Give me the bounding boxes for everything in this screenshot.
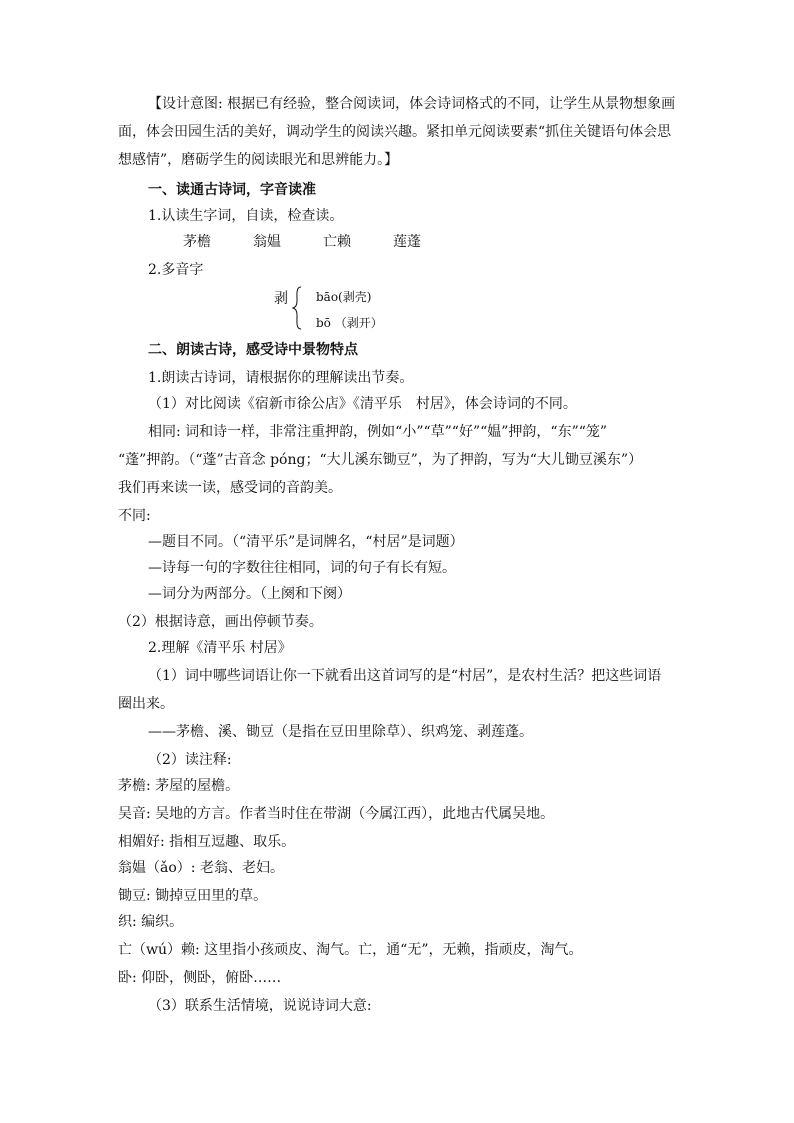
note-item: 翁媪（ǎo）: 老翁、老妇。 (118, 860, 284, 876)
similarity-line-3: 我们再来读一读，感受词的音韵美。 (118, 480, 342, 496)
note-item: 相媚好: 指相互逗趣、取乐。 (118, 834, 296, 850)
vocab-word: 亡赖 (323, 234, 351, 250)
note-item: 织: 编织。 (118, 914, 184, 930)
section-1-heading: 一、读通古诗词，字音读准 (148, 182, 316, 198)
vocab-word: 茅檐 (183, 234, 211, 250)
section-2-sub-1: （1）对比阅读《宿新市徐公店》《清平乐 村居》，体会诗词的不同。 (148, 396, 577, 412)
difference-item-1: —题目不同。（“清平乐”是词牌名，“村居”是词题） (148, 534, 464, 550)
vocab-word: 莲蓬 (393, 234, 421, 250)
section-2-sub-2: （2）根据诗意，画出停顿节奏。 (118, 614, 323, 630)
note-item: 亡（wú）赖: 这里指小孩顽皮、淘气。亡，通“无”，无赖，指顽皮，淘气。 (118, 942, 583, 958)
question-3: （3）联系生活情境，说说诗词大意: (148, 998, 372, 1014)
section-1-item-2: 2.多音字 (148, 262, 204, 278)
polyphone-reading-2: bō （剥开） (316, 316, 383, 330)
similarity-line-2: “蓬”押韵。（“蓬”古音念 póng；“大儿溪东锄豆”，为了押韵，写为“大儿锄豆溪东”） (118, 452, 643, 468)
question-1-line-1: （1）词中哪些词语让你一下就看出这首词写的是“村居”，是农村生活？把这些词语 (148, 668, 662, 684)
polyphone-reading-1: bāo(剥壳) (316, 290, 372, 304)
question-1-line-2: 圈出来。 (118, 696, 174, 712)
difference-label: 不同: (118, 508, 151, 524)
difference-item-2: —诗每一句的字数往往相同，词的句子有长有短。 (148, 560, 456, 576)
notes-title: （2）读注释: (148, 752, 232, 768)
design-intent-line-3: 想感情”，磨砺学生的阅读眼光和思辨能力。】 (118, 152, 399, 168)
note-item: 卧: 仰卧，侧卧，俯卧…… (118, 970, 282, 986)
design-intent-line-2: 面，体会田园生活的美好，调动学生的阅读兴趣。紧扣单元阅读要素“抓住关键语句体会思 (118, 124, 672, 140)
design-intent-line-1: 【设计意图: 根据已有经验，整合阅读词，体会诗词格式的不同，让学生从景物想象画 (148, 96, 676, 112)
similarity-line-1: 相同: 词和诗一样，非常注重押韵，例如“小”“草”“好”“媪”押韵，“东”“笼” (148, 424, 608, 440)
section-1-item-1: 1.认读生字词，自读，检查读。 (148, 208, 344, 224)
section-2-item-2: 2.理解《清平乐 村居》 (148, 640, 292, 656)
note-item: 茅檐: 茅屋的屋檐。 (118, 778, 240, 794)
difference-item-3: —词分为两部分。（上阕和下阕） (148, 586, 351, 602)
question-1-answer: ——茅檐、溪、锄豆（是指在豆田里除草）、织鸡笼、剥莲蓬。 (148, 724, 533, 740)
brace-icon (292, 286, 302, 330)
section-2-item-1: 1.朗读古诗词，请根据你的理解读出节奏。 (148, 370, 414, 386)
note-item: 锄豆: 锄掉豆田里的草。 (118, 888, 268, 904)
polyphone-block (258, 284, 438, 336)
vocab-word: 翁媪 (253, 234, 281, 250)
section-2-heading: 二、朗读古诗，感受诗中景物特点 (148, 342, 358, 358)
vocabulary-row (183, 232, 421, 252)
note-item: 吴音: 吴地的方言。作者当时住在带湖（今属江西），此地古代属吴地。 (118, 806, 555, 822)
polyphone-char: 剥 (274, 291, 288, 307)
